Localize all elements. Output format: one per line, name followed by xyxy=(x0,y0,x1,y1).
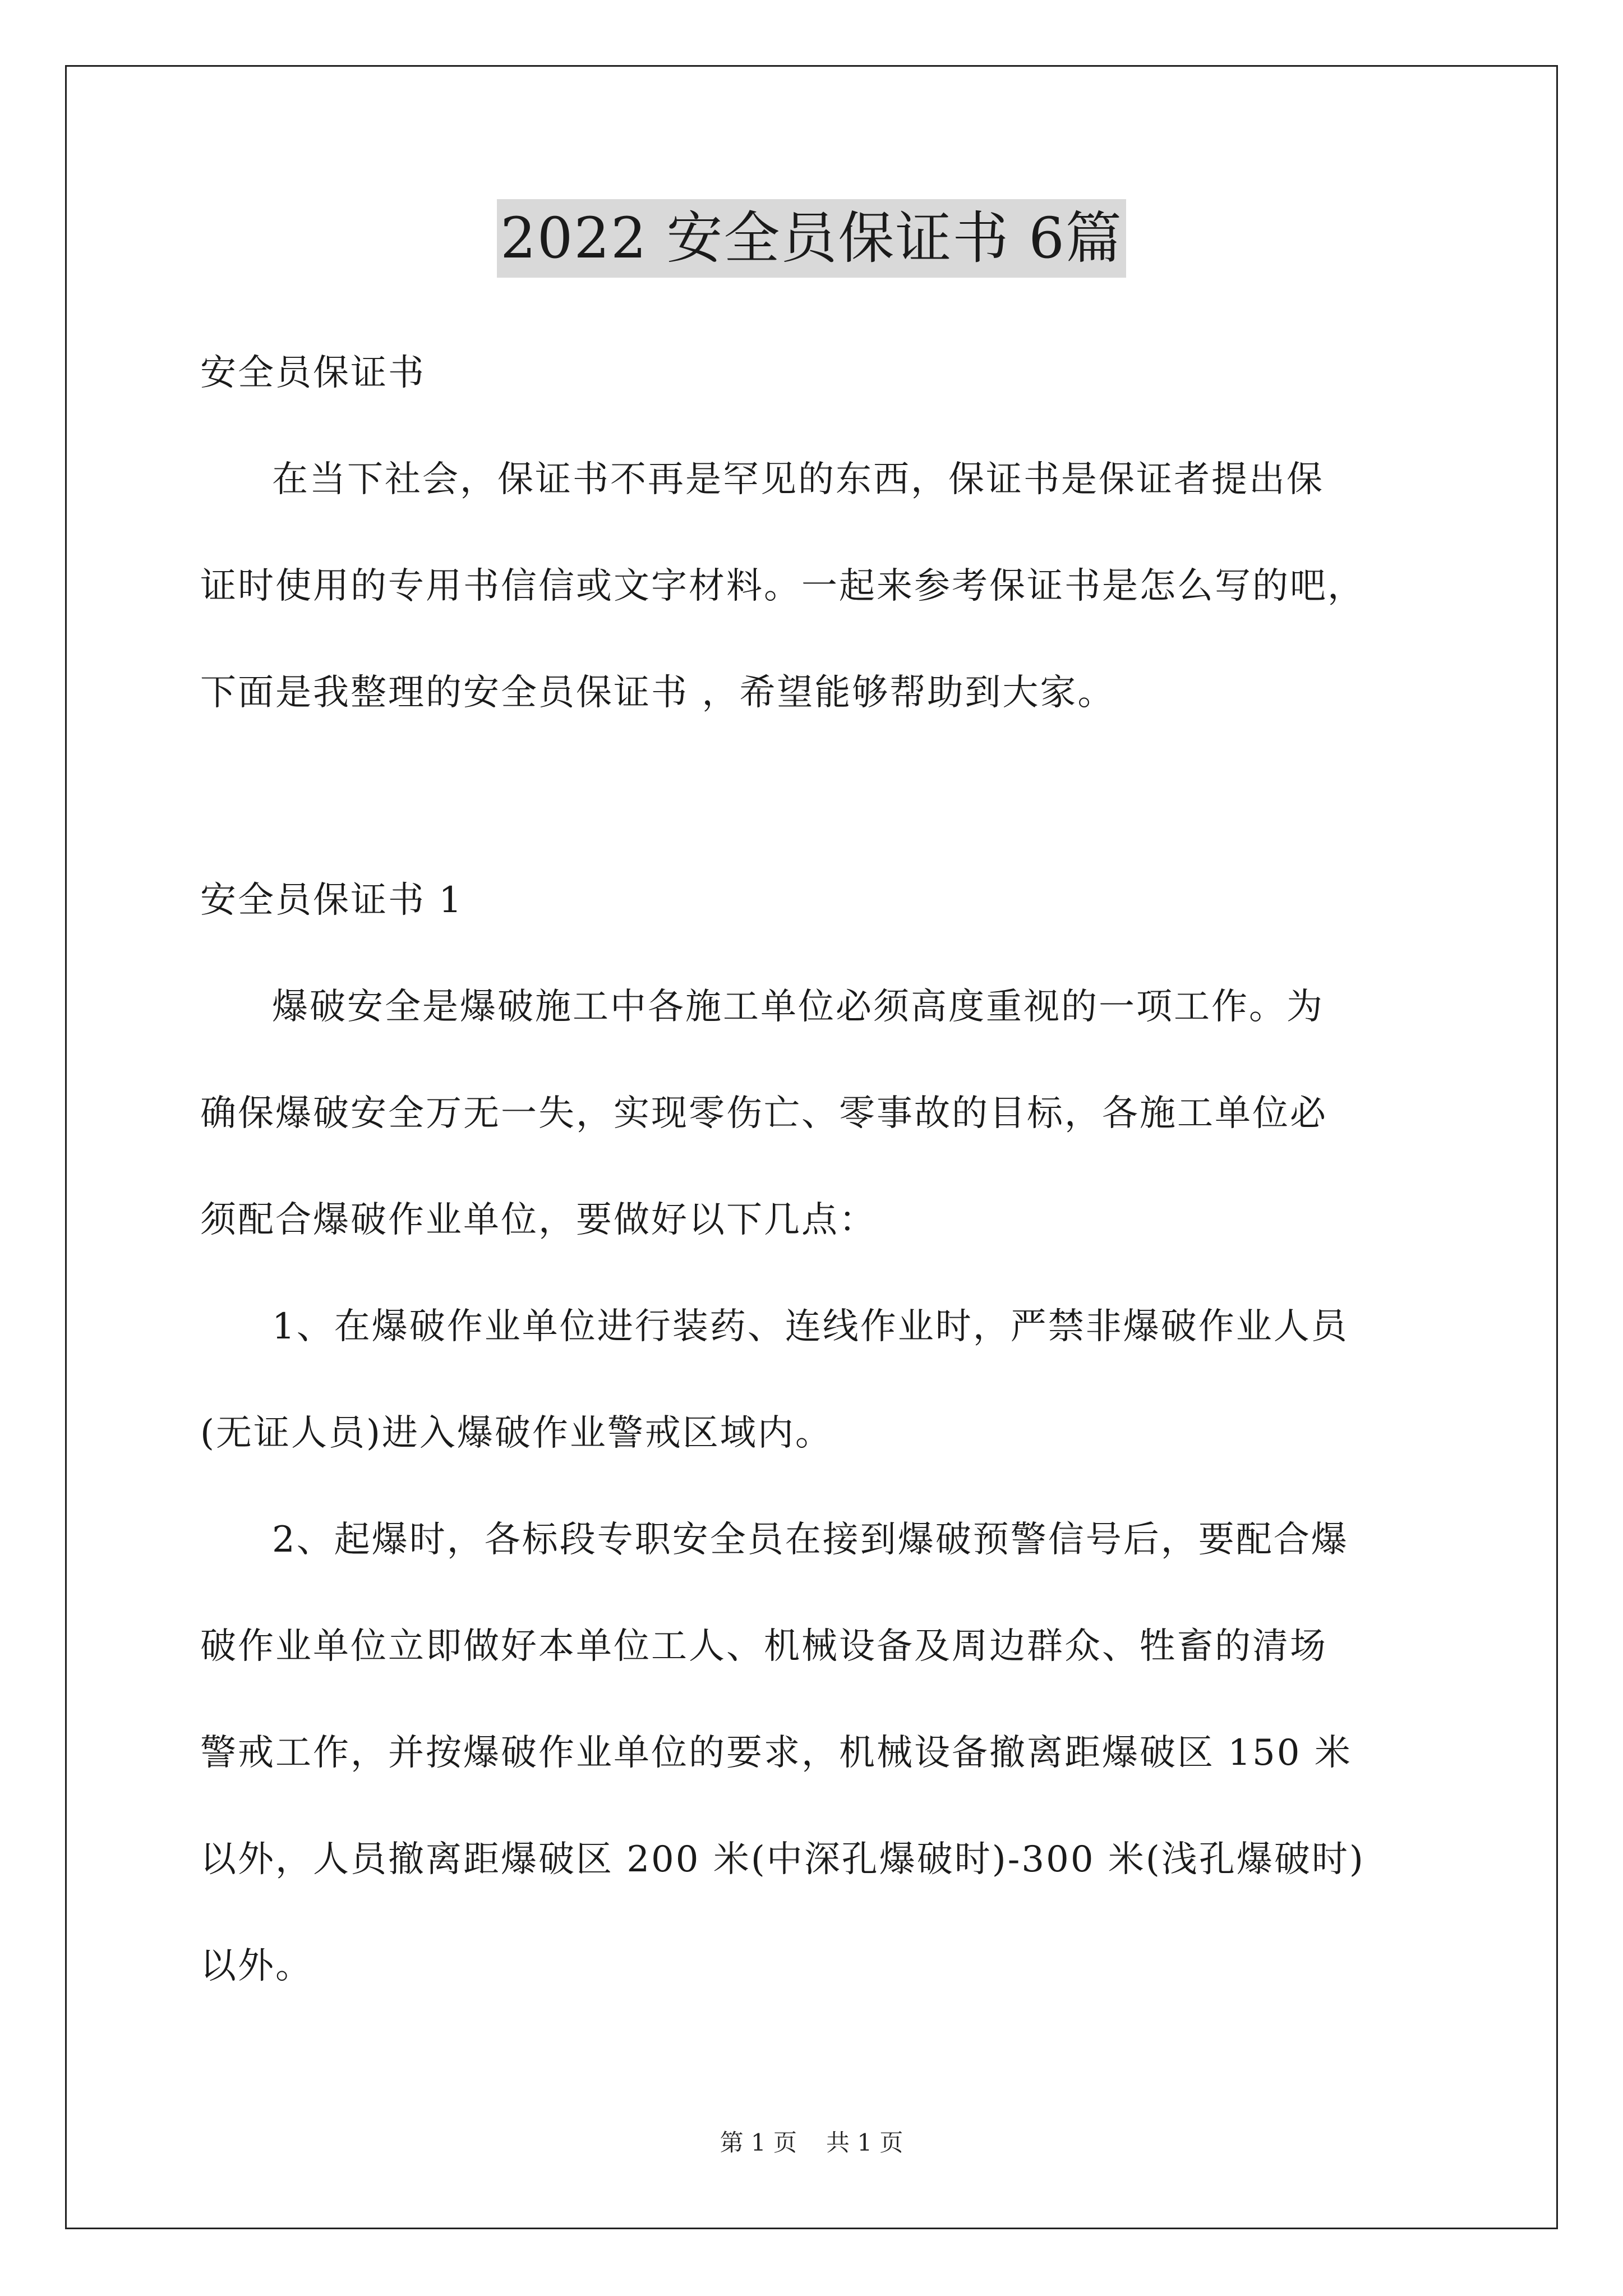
paragraph-line: 2、起爆时，各标段专职安全员在接到爆破预警信号后，要配合爆 xyxy=(272,1519,1349,1561)
document-body xyxy=(200,320,1434,2019)
paragraph-line: 以外。 xyxy=(200,1945,313,1987)
document-title: 2022 安全员保证书 6篇 xyxy=(497,199,1126,278)
paragraph-line: 爆破安全是爆破施工中各施工单位必须高度重视的一项工作。为 xyxy=(272,986,1324,1028)
paragraph-line: 须配合爆破作业单位，要做好以下几点： xyxy=(200,1199,877,1241)
section-heading: 安全员保证书 1 xyxy=(200,880,464,921)
page-footer xyxy=(0,2126,1623,2160)
page-number: 第 1 页 xyxy=(720,2129,797,2156)
paragraph-line: 警戒工作，并按爆破作业单位的要求，机械设备撤离距爆破区 150 米 xyxy=(200,1732,1352,1774)
paragraph-line: 确保爆破安全万无一失，实现零伤亡、零事故的目标，各施工单位必 xyxy=(200,1093,1327,1134)
intro-line: 在当下社会，保证书不再是罕见的东西，保证书是保证者提出保 xyxy=(272,459,1324,500)
paragraph-line: 以外，人员撤离距爆破区 200 米(中深孔爆破时)-300 米(浅孔爆破时) xyxy=(200,1839,1365,1880)
page-total: 共 1 页 xyxy=(826,2129,903,2156)
intro-heading: 安全员保证书 xyxy=(200,352,426,394)
intro-line: 下面是我整理的安全员保证书 ，希望能够帮助到大家。 xyxy=(200,672,1115,714)
title-container xyxy=(0,199,1623,278)
intro-line: 证时使用的专用书信信或文字材料。一起来参考保证书是怎么写的吧， xyxy=(200,565,1365,607)
section-gap xyxy=(200,746,1434,847)
paragraph-line: 1、在爆破作业单位进行装药、连线作业时，严禁非爆破作业人员 xyxy=(272,1306,1349,1347)
paragraph-line: 破作业单位立即做好本单位工人、机械设备及周边群众、牲畜的清场 xyxy=(200,1626,1327,1667)
paragraph-line: (无证人员)进入爆破作业警戒区域内。 xyxy=(200,1412,833,1454)
